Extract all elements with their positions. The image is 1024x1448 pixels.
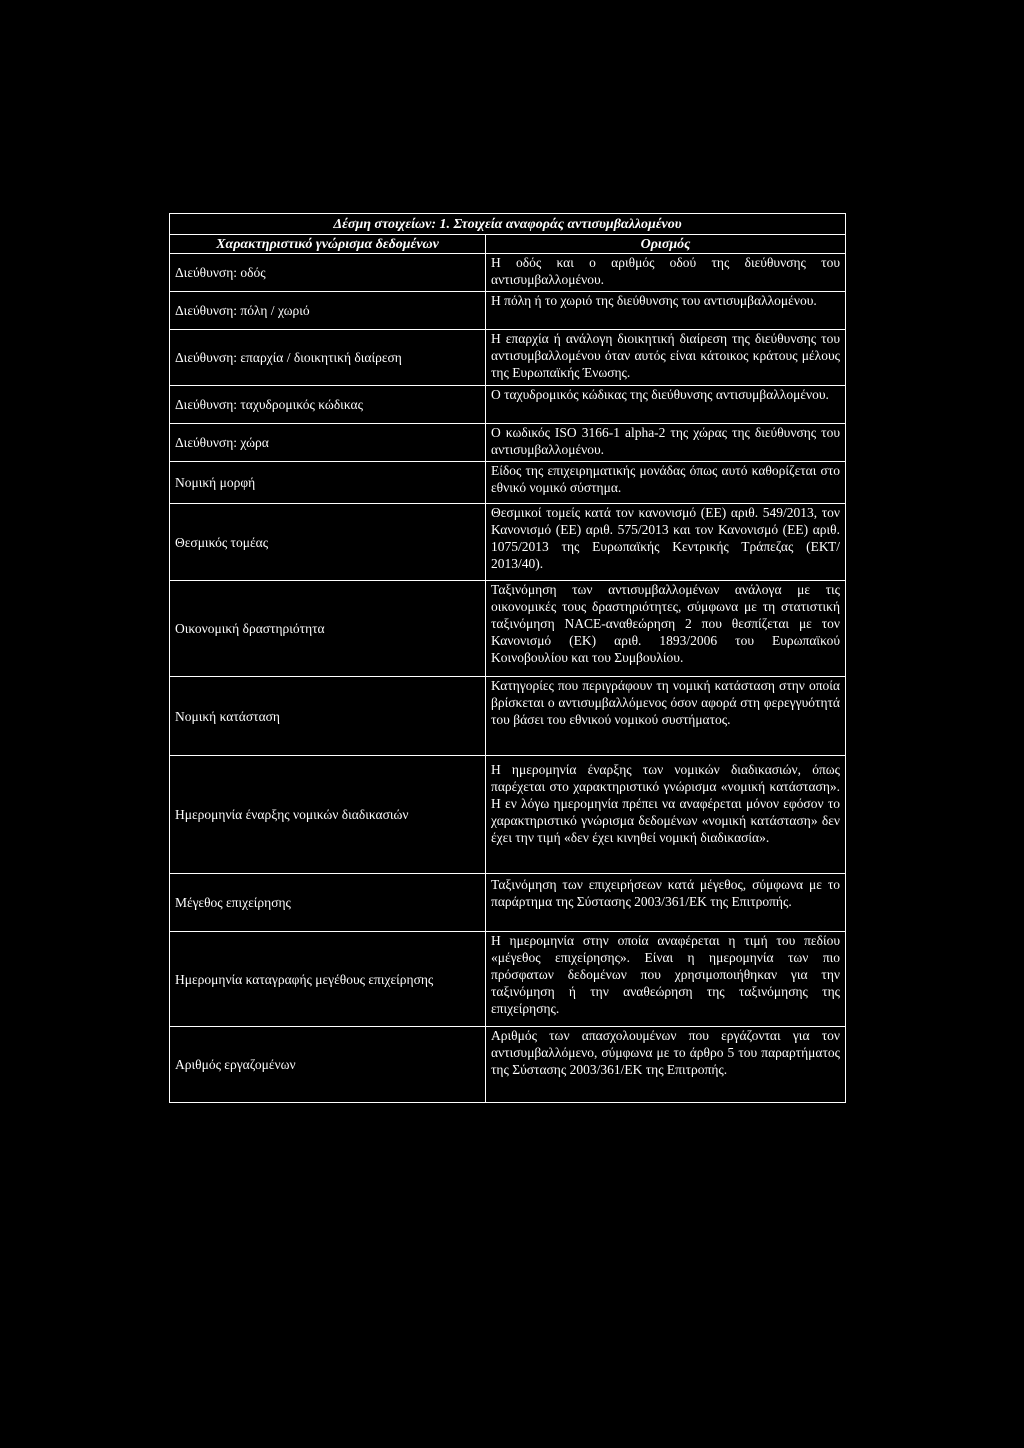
table-row (170, 462, 846, 504)
definition-cell: Η ημερομηνία στην οποία αναφέρεται η τιμή του πεδίου «μέγεθος επιχείρησης». Είναι η ημερομηνία των πιο πρόσφατων δεδομένων που χρησιμοποιήθηκαν για την ταξινόμηση ή την αναθεώρηση της ταξινόμησης της επιχείρησης. (486, 932, 846, 1027)
attribute-cell: Νομική μορφή (170, 462, 486, 504)
table-title-row (170, 214, 846, 235)
definition-cell: Η επαρχία ή ανάλογη διοικητική διαίρεση της διεύθυνσης του αντισυμβαλλομένου όταν αυτός είναι κάτοικος κράτους μέλους της Ευρωπαϊκής Ένωσης. (486, 330, 846, 386)
definition-cell: Θεσμικοί τομείς κατά τον κανονισμό (ΕΕ) αριθ. 549/2013, τον Κανονισμό (ΕΕ) αριθ. 575/2013 και τον Κανονισμό (ΕΕ) αριθ. 1075/2013 της Ευρωπαϊκής Κεντρικής Τράπεζας (ΕΚΤ/ 2013/40). (486, 504, 846, 581)
definition-cell: Η ημερομηνία έναρξης των νομικών διαδικασιών, όπως παρέχεται στο χαρακτηριστικό γνώρισμα «νομική κατάσταση». Η εν λόγω ημερομηνία πρέπει να αναφέρεται μόνον εφόσον το χαρακτηριστικό γνώρισμα δεδομένων «νομική κατάσταση» δεν έχει την τιμή «δεν έχει κινηθεί νομική διαδικασία». (486, 756, 846, 874)
definition-cell: Ταξινόμηση των επιχειρήσεων κατά μέγεθος, σύμφωνα με το παράρτημα της Σύστασης 2003/361/ΕΚ της Επιτροπής. (486, 874, 846, 932)
definition-cell: Ο κωδικός ISO 3166-1 alpha-2 της χώρας της διεύθυνσης του αντισυμβαλλομένου. (486, 424, 846, 462)
definition-cell: Ταξινόμηση των αντισυμβαλλομένων ανάλογα με τις οικονομικές τους δραστηριότητες, σύμφωνα με τη στατιστική ταξινόμηση NACE-αναθεώρηση 2 που θεσπίζεται με τον Κανονισμό (ΕΚ) αριθ. 1893/2006 του Ευρωπαϊκού Κοινοβουλίου και του Συμβουλίου. (486, 581, 846, 677)
definition-cell: Η πόλη ή το χωριό της διεύθυνσης του αντισυμβαλλομένου. (486, 292, 846, 330)
attribute-cell: Διεύθυνση: επαρχία / διοικητική διαίρεση (170, 330, 486, 386)
definition-cell: Ο ταχυδρομικός κώδικας της διεύθυνσης αντισυμβαλλομένου. (486, 386, 846, 424)
definition-cell: Η οδός και ο αριθμός οδού της διεύθυνσης του αντισυμβαλλομένου. (486, 254, 846, 292)
attribute-cell: Διεύθυνση: ταχυδρομικός κώδικας (170, 386, 486, 424)
table-row (170, 1027, 846, 1103)
column-header-attribute: Χαρακτηριστικό γνώρισμα δεδομένων (170, 235, 486, 254)
attribute-cell: Ημερομηνία καταγραφής μεγέθους επιχείρησης (170, 932, 486, 1027)
table-row (170, 386, 846, 424)
definition-cell: Κατηγορίες που περιγράφουν τη νομική κατάσταση στην οποία βρίσκεται ο αντισυμβαλλόμενος όσον αφορά στη φερεγγυότητά του βάσει του εθνικού νομικού συστήματος. (486, 677, 846, 756)
table-row (170, 330, 846, 386)
table-row (170, 874, 846, 932)
column-header-definition: Ορισμός (486, 235, 846, 254)
table-row (170, 254, 846, 292)
table-row (170, 292, 846, 330)
attribute-cell: Αριθμός εργαζομένων (170, 1027, 486, 1103)
attribute-cell: Ημερομηνία έναρξης νομικών διαδικασιών (170, 756, 486, 874)
attribute-cell: Θεσμικός τομέας (170, 504, 486, 581)
table-row (170, 932, 846, 1027)
table-row (170, 756, 846, 874)
definition-cell: Αριθμός των απασχολουμένων που εργάζονται για τον αντισυμβαλλόμενο, σύμφωνα με το άρθρο 5 του παραρτήματος της Σύστασης 2003/361/ΕΚ της Επιτροπής. (486, 1027, 846, 1103)
table-row (170, 504, 846, 581)
table-header-row (170, 235, 846, 254)
attribute-cell: Νομική κατάσταση (170, 677, 486, 756)
attribute-cell: Διεύθυνση: πόλη / χωριό (170, 292, 486, 330)
table-row (170, 581, 846, 677)
attribute-cell: Διεύθυνση: χώρα (170, 424, 486, 462)
attribute-cell: Μέγεθος επιχείρησης (170, 874, 486, 932)
reference-data-table (169, 213, 846, 1103)
attribute-cell: Οικονομική δραστηριότητα (170, 581, 486, 677)
table-row (170, 424, 846, 462)
table-title: Δέσμη στοιχείων: 1. Στοιχεία αναφοράς αντισυμβαλλομένου (170, 214, 846, 235)
attribute-cell: Διεύθυνση: οδός (170, 254, 486, 292)
table-row (170, 677, 846, 756)
definition-cell: Είδος της επιχειρηματικής μονάδας όπως αυτό καθορίζεται στο εθνικό νομικό σύστημα. (486, 462, 846, 504)
